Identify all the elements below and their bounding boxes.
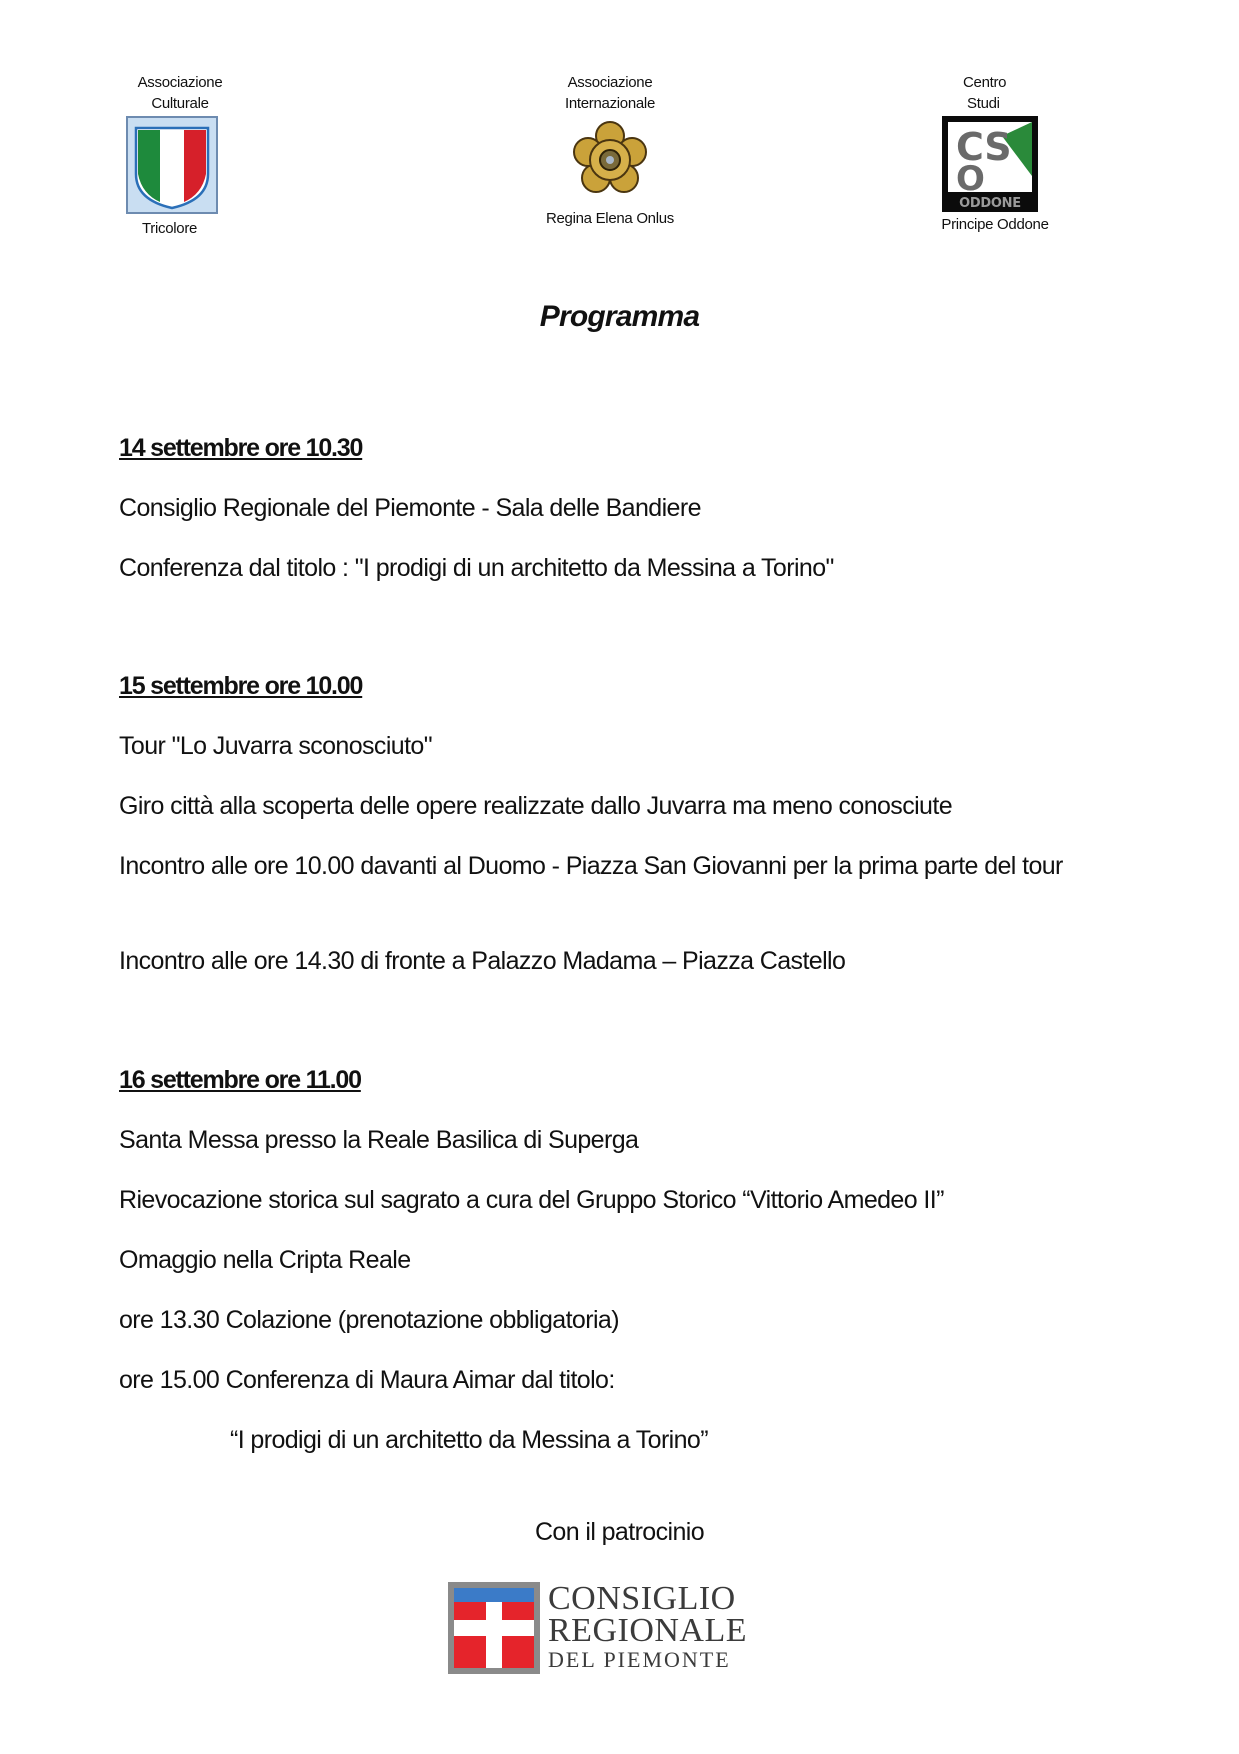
org-name: Tricolore bbox=[142, 220, 198, 237]
program-line: Giro città alla scoperta delle opere realizzate dallo Juvarra ma meno conosciute bbox=[119, 792, 953, 820]
program-line: Incontro alle ore 10.00 davanti al Duomo - Piazza San Giovanni per la prima parte del tour bbox=[119, 852, 1063, 880]
tricolore-shield-icon bbox=[126, 116, 218, 214]
logo-line: CONSIGLIO bbox=[548, 1580, 736, 1617]
patronage-label: Con il patrocinio bbox=[534, 1518, 705, 1546]
program-line: Consiglio Regionale del Piemonte - Sala delle Bandiere bbox=[119, 494, 701, 522]
org-tricolore bbox=[120, 72, 240, 239]
logo-line: REGIONALE bbox=[548, 1612, 748, 1649]
program-line: Rievocazione storica sul sagrato a cura del Gruppo Storico “Vittorio Amedeo II” bbox=[119, 1186, 944, 1214]
svg-text:O: O bbox=[956, 159, 985, 199]
program-line-quote: “I prodigi di un architetto da Messina a Torino” bbox=[230, 1426, 708, 1454]
org-label: Internazionale bbox=[564, 95, 656, 112]
program-line: ore 15.00 Conferenza di Maura Aimar dal titolo: bbox=[119, 1366, 615, 1394]
org-principe-oddone bbox=[925, 72, 1065, 235]
program-line: Conferenza dal titolo : "I prodigi di un architetto da Messina a Torino" bbox=[119, 554, 834, 582]
logo-text: ODDONE bbox=[959, 196, 1021, 211]
section-heading: 15 settembre ore 10.00 bbox=[119, 672, 363, 700]
program-line: Tour "Lo Juvarra sconosciuto" bbox=[119, 732, 433, 760]
piedmont-cross-icon bbox=[448, 1582, 540, 1674]
org-name: Regina Elena Onlus bbox=[545, 210, 675, 227]
org-label: Studi bbox=[967, 95, 1000, 112]
consiglio-regionale-piemonte-logo bbox=[448, 1582, 758, 1674]
svg-text:CS: CS bbox=[956, 125, 1012, 169]
logo-line: DEL PIEMONTE bbox=[548, 1647, 731, 1672]
page-title: Programma bbox=[539, 300, 700, 333]
org-label: Associazione bbox=[137, 74, 223, 91]
org-label: Associazione bbox=[567, 74, 653, 91]
cso-oddone-logo-icon bbox=[942, 116, 1038, 212]
program-line: ore 13.30 Colazione (prenotazione obbligatoria) bbox=[119, 1306, 619, 1334]
org-label: Centro bbox=[963, 74, 1007, 91]
section-heading: 16 settembre ore 11.00 bbox=[119, 1066, 361, 1094]
org-regina-elena bbox=[530, 72, 690, 229]
program-line: Incontro alle ore 14.30 di fronte a Palazzo Madama – Piazza Castello bbox=[119, 947, 846, 975]
program-line: Omaggio nella Cripta Reale bbox=[119, 1246, 411, 1274]
rose-emblem-icon bbox=[568, 118, 652, 202]
org-name: Principe Oddone bbox=[941, 216, 1049, 233]
org-label: Culturale bbox=[151, 95, 209, 112]
program-line: Santa Messa presso la Reale Basilica di Superga bbox=[119, 1126, 639, 1154]
section-heading: 14 settembre ore 10.30 bbox=[119, 434, 363, 462]
